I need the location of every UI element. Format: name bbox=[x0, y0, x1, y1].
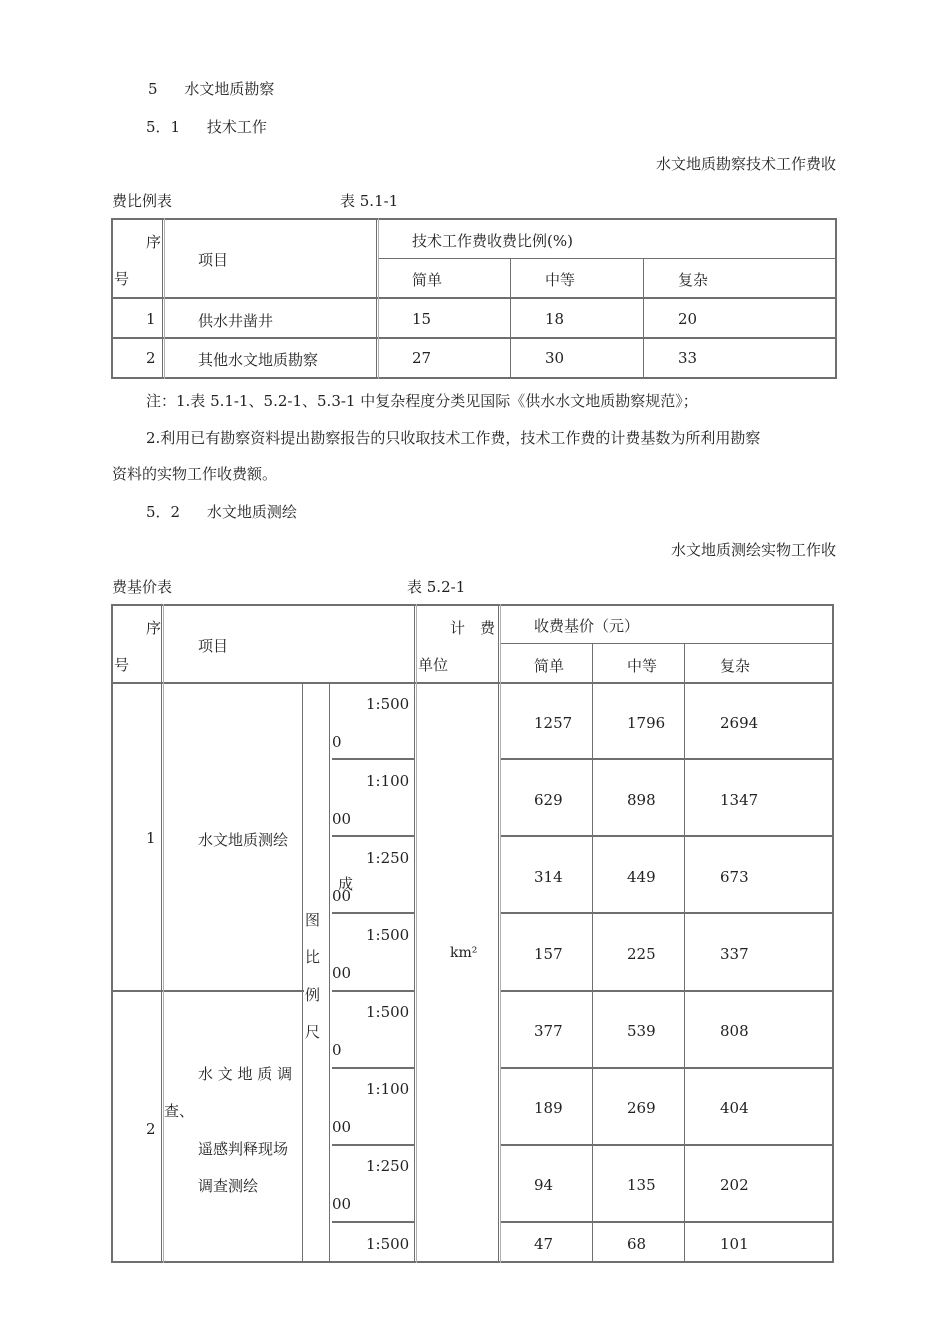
header-medium: 中等 bbox=[545, 271, 576, 289]
header-complex: 复杂 bbox=[720, 657, 751, 675]
scale-label: 尺 bbox=[305, 1023, 321, 1041]
scale-cell-wrap: 00 bbox=[332, 1118, 352, 1136]
value-cell: 101 bbox=[720, 1235, 749, 1253]
header-simple: 简单 bbox=[412, 271, 443, 289]
unit-cell: km² bbox=[450, 945, 478, 961]
scale-cell: 1:500 bbox=[366, 695, 410, 713]
scale-label: 比 bbox=[305, 948, 321, 966]
value-cell: 47 bbox=[534, 1235, 554, 1253]
value-cell: 27 bbox=[412, 349, 432, 367]
scale-cell-wrap: 00 bbox=[332, 1195, 352, 1213]
scale-cell-wrap: 00 bbox=[332, 810, 352, 828]
header-medium: 中等 bbox=[627, 657, 658, 675]
header-seq: 号 bbox=[114, 270, 130, 288]
section-title: 水文地质勘察 bbox=[184, 80, 275, 98]
header-seq: 号 bbox=[114, 656, 130, 674]
scale-label: 图 bbox=[305, 911, 321, 929]
value-cell: 202 bbox=[720, 1176, 749, 1194]
value-cell: 68 bbox=[627, 1235, 647, 1253]
scale-label-extra: 成 bbox=[338, 875, 354, 893]
value-cell: 94 bbox=[534, 1176, 554, 1194]
section-number: 5．1 bbox=[146, 118, 181, 136]
value-cell: 269 bbox=[627, 1099, 656, 1117]
value-cell: 629 bbox=[534, 791, 563, 809]
table-5-2-1-caption-left: 费基价表 bbox=[112, 578, 173, 596]
value-cell: 189 bbox=[534, 1099, 563, 1117]
item-cell: 调查测绘 bbox=[198, 1177, 259, 1195]
value-cell: 1796 bbox=[627, 714, 666, 732]
value-cell: 337 bbox=[720, 945, 749, 963]
scale-cell-wrap: 0 bbox=[332, 733, 342, 751]
value-cell: 225 bbox=[627, 945, 656, 963]
table-5-2-1-caption-right: 水文地质测绘实物工作收 bbox=[670, 541, 836, 559]
value-cell: 15 bbox=[412, 310, 432, 328]
value-cell: 449 bbox=[627, 868, 656, 886]
header-unit: 单位 bbox=[418, 656, 449, 674]
value-cell: 1257 bbox=[534, 714, 573, 732]
item-cell: 供水井凿井 bbox=[198, 312, 274, 330]
section-number: 5．2 bbox=[146, 503, 181, 521]
header-item: 项目 bbox=[198, 251, 229, 269]
table-5-1-1-caption-left: 费比例表 bbox=[112, 192, 173, 210]
value-cell: 404 bbox=[720, 1099, 749, 1117]
value-cell: 673 bbox=[720, 868, 749, 886]
item-cell: 遥感判释现场 bbox=[198, 1140, 289, 1158]
value-cell: 898 bbox=[627, 791, 656, 809]
section-5-1-heading bbox=[146, 116, 267, 137]
value-cell: 33 bbox=[678, 349, 698, 367]
note-2-continued: 资料的实物工作收费额。 bbox=[112, 465, 278, 483]
header-group: 收费基价（元） bbox=[534, 617, 640, 635]
scale-cell: 1:500 bbox=[366, 926, 410, 944]
note-2: 2.利用已有勘察资料提出勘察报告的只收取技术工作费，技术工作费的计费基数为所利用勘察 bbox=[146, 429, 761, 447]
value-cell: 135 bbox=[627, 1176, 656, 1194]
header-unit: 计 费 bbox=[450, 619, 496, 637]
table-5-2-1-number: 表 5.2-1 bbox=[407, 578, 466, 596]
seq-cell: 2 bbox=[146, 1120, 156, 1138]
section-title: 水文地质测绘 bbox=[206, 503, 297, 521]
note-1: 注：1.表 5.1-1、5.2-1、5.3-1 中复杂程度分类见国际《供水水文地质勘察规范》； bbox=[146, 392, 698, 410]
item-cell: 查、 bbox=[164, 1102, 195, 1120]
item-cell: 水 文 地 质 调 bbox=[198, 1065, 293, 1083]
scale-cell: 1:100 bbox=[366, 772, 410, 790]
scale-cell: 1:250 bbox=[366, 849, 410, 867]
value-cell: 2694 bbox=[720, 714, 759, 732]
table-5-1-1-number: 表 5.1-1 bbox=[340, 192, 399, 210]
header-item: 项目 bbox=[198, 637, 229, 655]
item-cell: 其他水文地质勘察 bbox=[198, 351, 319, 369]
value-cell: 157 bbox=[534, 945, 563, 963]
scale-cell: 1:500 bbox=[366, 1003, 410, 1021]
value-cell: 18 bbox=[545, 310, 565, 328]
value-cell: 30 bbox=[545, 349, 565, 367]
section-5-2-heading bbox=[146, 501, 297, 522]
scale-cell-wrap: 0 bbox=[332, 1041, 342, 1059]
scale-cell: 1:250 bbox=[366, 1157, 410, 1175]
value-cell: 539 bbox=[627, 1022, 656, 1040]
value-cell: 20 bbox=[678, 310, 698, 328]
seq-cell: 2 bbox=[146, 349, 156, 367]
header-seq: 序 bbox=[146, 619, 162, 637]
table-5-1-1-caption-right: 水文地质勘察技术工作费收 bbox=[655, 155, 836, 173]
scale-cell-wrap: 00 bbox=[332, 887, 352, 905]
value-cell: 1347 bbox=[720, 791, 759, 809]
header-simple: 简单 bbox=[534, 657, 565, 675]
section-5-heading bbox=[148, 78, 274, 99]
scale-label: 例 bbox=[305, 986, 321, 1004]
scale-cell: 1:100 bbox=[366, 1080, 410, 1098]
value-cell: 377 bbox=[534, 1022, 563, 1040]
header-complex: 复杂 bbox=[678, 271, 709, 289]
value-cell: 314 bbox=[534, 868, 563, 886]
scale-cell: 1:500 bbox=[366, 1235, 410, 1253]
value-cell: 808 bbox=[720, 1022, 749, 1040]
item-cell: 水文地质测绘 bbox=[198, 831, 289, 849]
seq-cell: 1 bbox=[146, 829, 156, 847]
seq-cell: 1 bbox=[146, 310, 156, 328]
section-title: 技术工作 bbox=[206, 118, 267, 136]
header-seq: 序 bbox=[146, 233, 162, 251]
scale-cell-wrap: 00 bbox=[332, 964, 352, 982]
header-group: 技术工作费收费比例(%) bbox=[412, 232, 573, 250]
section-number: 5 bbox=[148, 80, 158, 98]
